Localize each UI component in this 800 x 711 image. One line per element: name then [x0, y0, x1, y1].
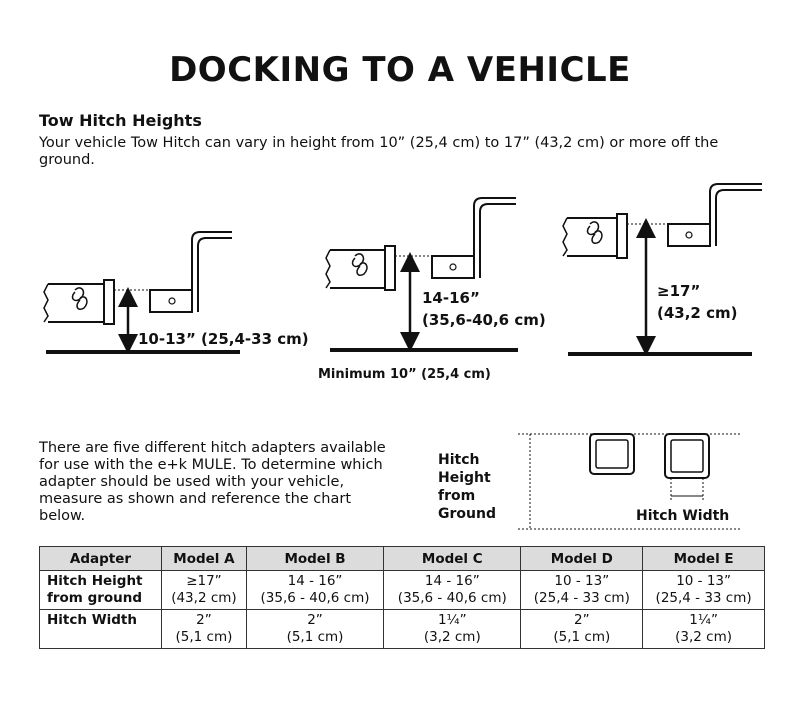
- cell-value: 1¼”: [437, 612, 467, 628]
- cell-value: (35,6 - 40,6 cm): [397, 590, 507, 606]
- adapter-paragraph: There are five different hitch adapters available for use with the e+k MULE. To determine which adapter should be used with your vehicle, measure as shown and reference the chart below.: [39, 440, 386, 524]
- cell-value: 1¼”: [689, 612, 718, 628]
- table-cell: [521, 610, 643, 649]
- high-hitch-illustration: [563, 184, 762, 354]
- adapter-chart: [39, 546, 765, 649]
- table-cell: [384, 571, 521, 610]
- cell-value: 14 - 16”: [424, 573, 480, 589]
- high-height-label-2: (43,2 cm): [657, 304, 738, 322]
- header-model-e: Model E: [643, 547, 765, 571]
- low-height-label: 10-13” (25,4-33 cm): [138, 330, 309, 348]
- row-label-line: Hitch Width: [47, 612, 137, 628]
- high-height-label-1: ≥17”: [657, 282, 701, 300]
- header-model-a: Model A: [162, 547, 247, 571]
- cell-value: (3,2 cm): [675, 629, 733, 645]
- mid-height-label-2: (35,6-40,6 cm): [422, 311, 546, 329]
- measurement-diagram: [430, 425, 760, 535]
- cell-value: 10 - 13”: [554, 573, 610, 589]
- cell-value: 2”: [307, 612, 323, 628]
- intro-text: Your vehicle Tow Hitch can vary in height from 10” (25,4 cm) to 17” (43,2 cm) or more off the ground.: [39, 135, 719, 168]
- hitch-height-label-1: Hitch: [438, 452, 480, 468]
- header-model-c: Model C: [384, 547, 521, 571]
- low-hitch-illustration: [44, 232, 309, 352]
- cell-value: (5,1 cm): [286, 629, 344, 645]
- table-row: [40, 610, 765, 649]
- table-cell: [162, 610, 247, 649]
- cell-value: (5,1 cm): [175, 629, 233, 645]
- page-title: DOCKING TO A VEHICLE: [169, 50, 631, 90]
- hitch-height-label-3: from: [438, 488, 476, 504]
- cell-value: 14 - 16”: [287, 573, 343, 589]
- section-heading: Tow Hitch Heights: [39, 111, 202, 130]
- table-cell: [246, 610, 383, 649]
- table-cell: [384, 610, 521, 649]
- table-cell: [521, 571, 643, 610]
- hitch-width-label: Hitch Width: [636, 508, 730, 524]
- table-row: [40, 571, 765, 610]
- hitch-height-label-2: Height: [438, 470, 491, 486]
- table-cell: [643, 610, 765, 649]
- cell-value: (43,2 cm): [171, 590, 237, 606]
- cell-value: 2”: [196, 612, 212, 628]
- row-label-line: from ground: [47, 590, 143, 606]
- table-cell: [162, 571, 247, 610]
- cell-value: 2”: [574, 612, 590, 628]
- row-label-line: Hitch Height: [47, 573, 143, 589]
- table-header-row: [40, 547, 765, 571]
- cell-value: (25,4 - 33 cm): [655, 590, 752, 606]
- header-model-b: Model B: [246, 547, 383, 571]
- minimum-height-label: Minimum 10” (25,4 cm): [318, 367, 491, 382]
- hitch-height-label-4: Ground: [438, 506, 496, 522]
- header-adapter: Adapter: [40, 547, 162, 571]
- hitch-height-diagrams: [0, 170, 800, 390]
- row-label-hitch-width: [40, 610, 162, 649]
- header-model-d: Model D: [521, 547, 643, 571]
- cell-value: (35,6 - 40,6 cm): [260, 590, 370, 606]
- cell-value: (3,2 cm): [423, 629, 481, 645]
- row-label-hitch-height: [40, 571, 162, 610]
- table-cell: [246, 571, 383, 610]
- table-cell: [643, 571, 765, 610]
- cell-value: 10 - 13”: [676, 573, 731, 589]
- cell-value: (5,1 cm): [553, 629, 611, 645]
- cell-value: ≥17”: [186, 573, 222, 589]
- mid-height-label-1: 14-16”: [422, 289, 480, 307]
- row-label-line: [47, 629, 159, 646]
- mid-hitch-illustration: [318, 198, 546, 382]
- cell-value: (25,4 - 33 cm): [533, 590, 630, 606]
